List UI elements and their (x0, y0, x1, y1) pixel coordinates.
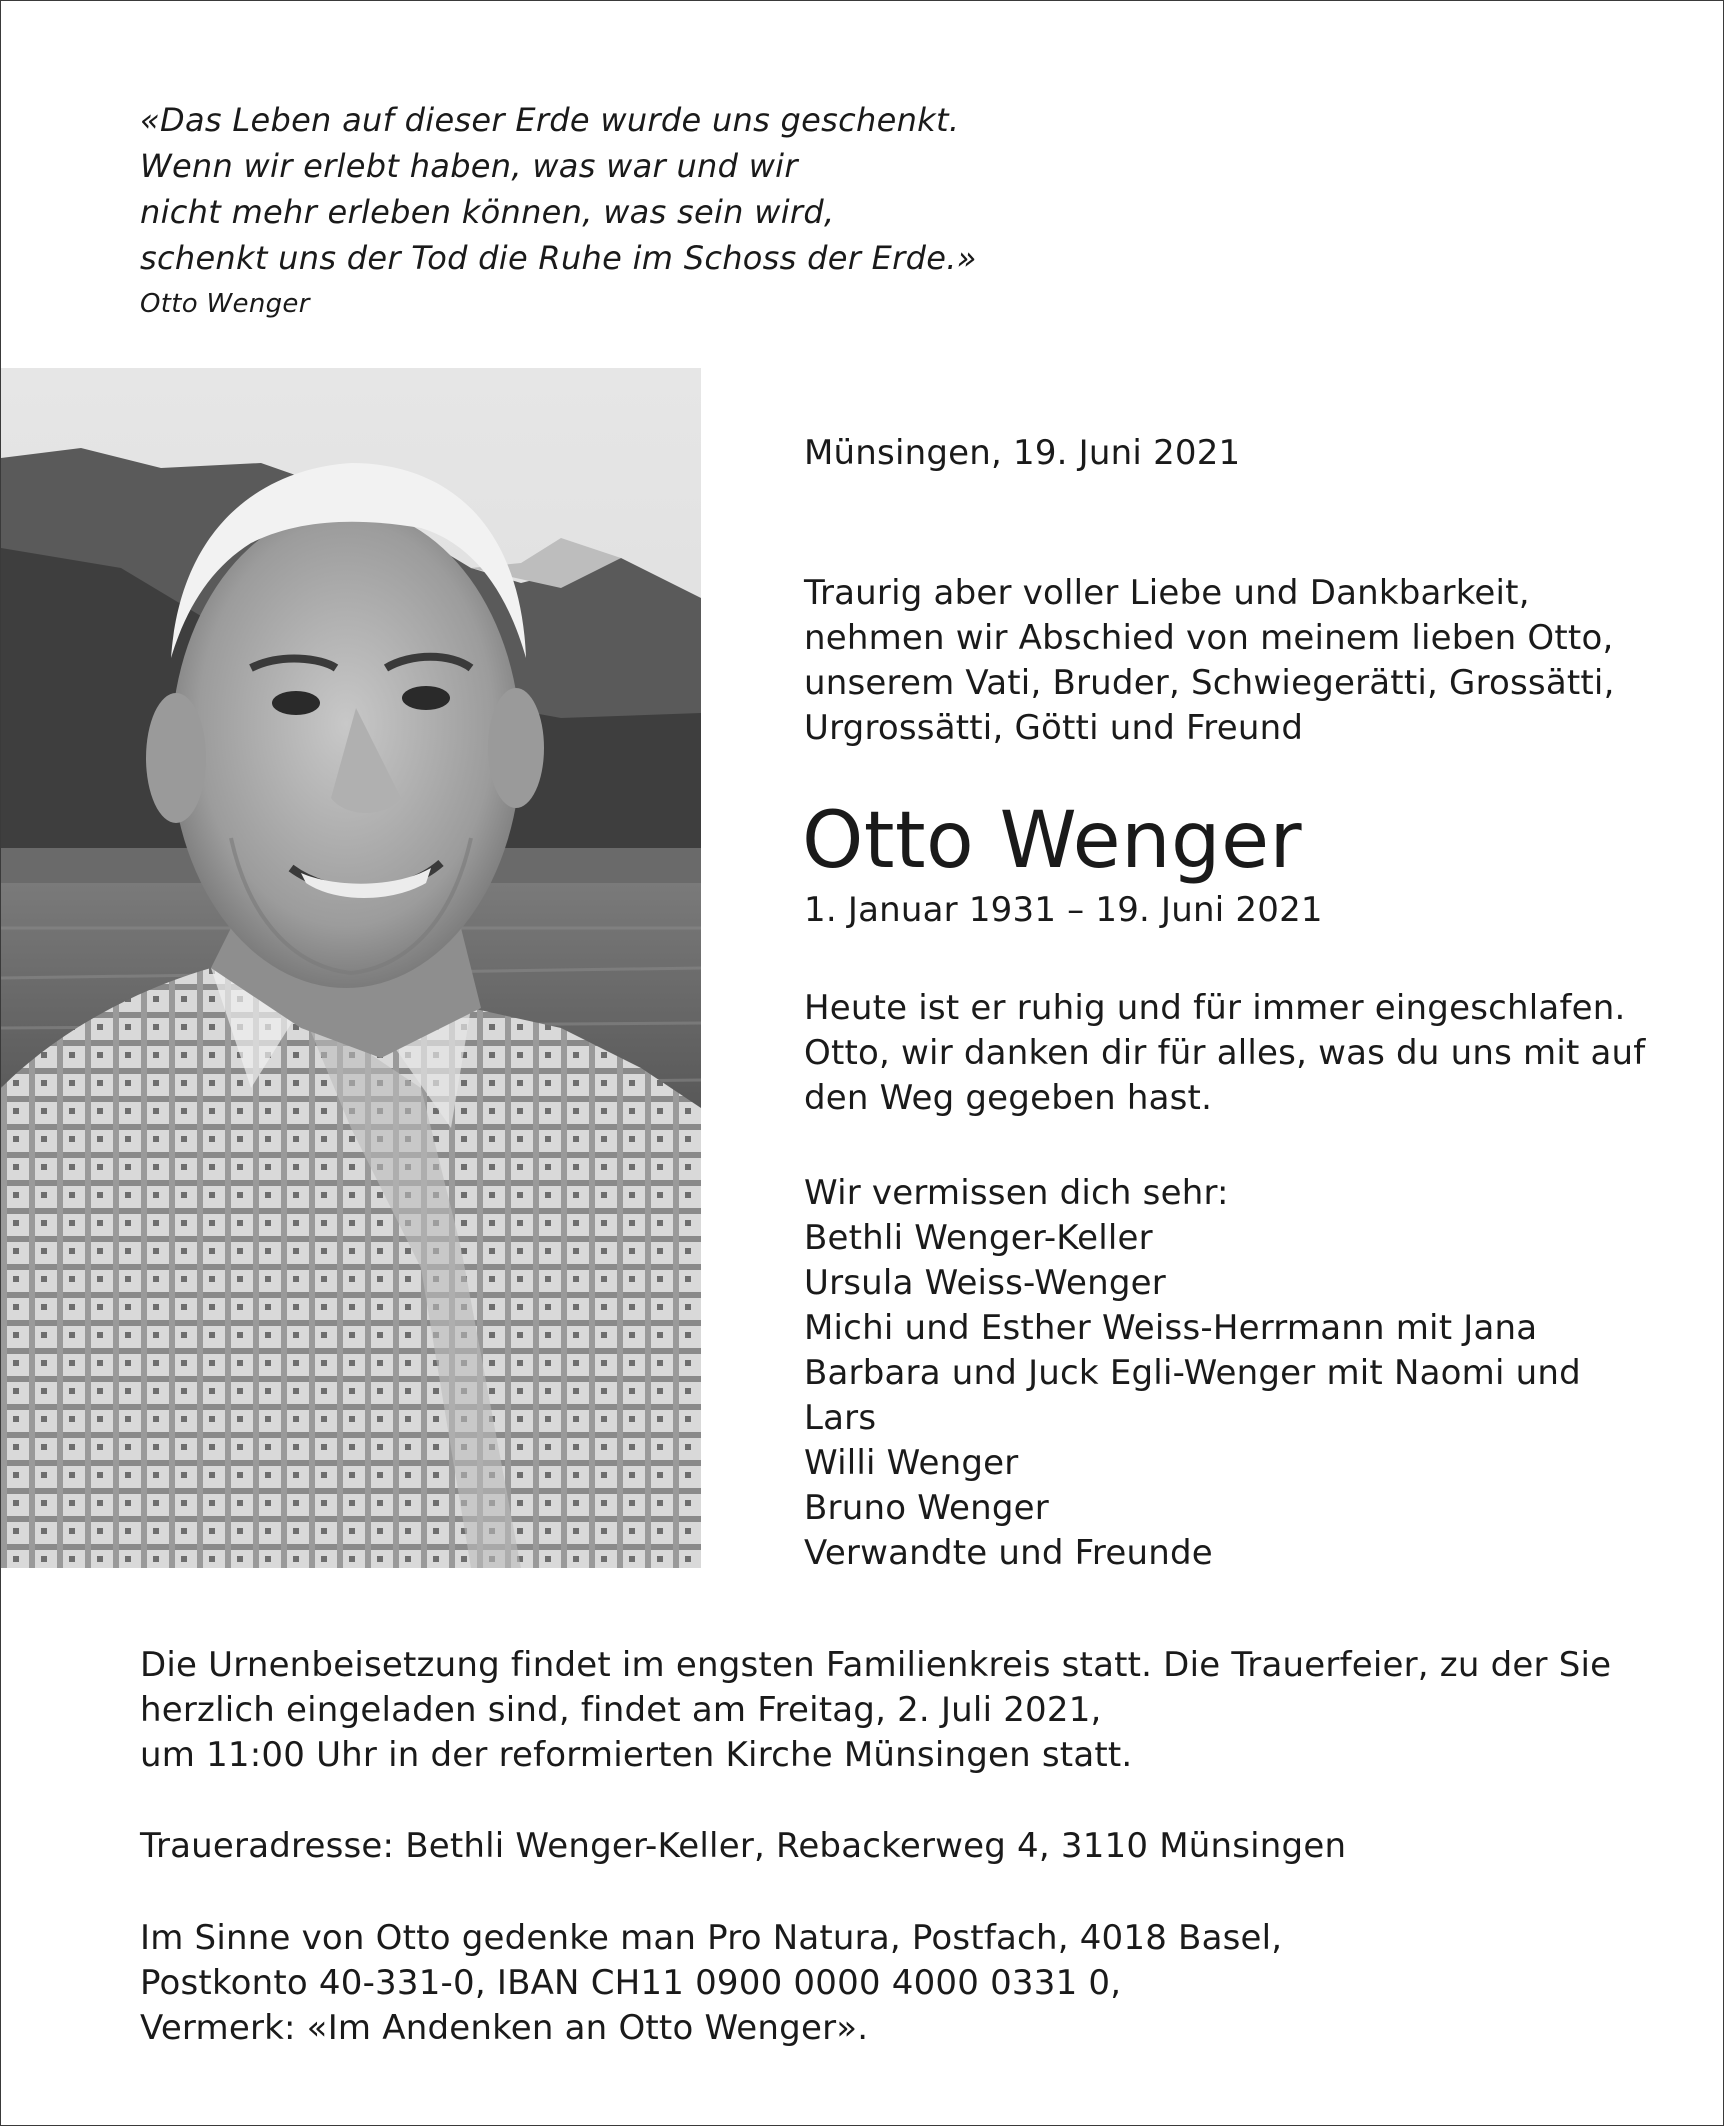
mourner-name: Ursula Weiss-Wenger (804, 1263, 1166, 1303)
deceased-name: Otto Wenger (802, 796, 1303, 886)
quote-line: «Das Leben auf dieser Erde wurde uns geschenkt. (140, 101, 960, 139)
ceremony-line: um 11:00 Uhr in der reformierten Kirche Münsingen statt. (140, 1735, 1133, 1775)
quote-line: nicht mehr erleben können, was sein wird, (140, 193, 835, 231)
closing-line: Heute ist er ruhig und für immer eingeschlafen. (804, 988, 1626, 1028)
intro-line: unserem Vati, Bruder, Schwiegerätti, Grossätti, (804, 663, 1615, 703)
mourner-name: Bethli Wenger-Keller (804, 1218, 1153, 1258)
mourners-heading: Wir vermissen dich sehr: (804, 1173, 1229, 1213)
address-text: Traueradresse: Bethli Wenger-Keller, Rebackerweg 4, 3110 Münsingen (140, 1826, 1347, 1866)
mourners-list (804, 1171, 1684, 1576)
lifespan (804, 888, 1684, 933)
date-place-text: Münsingen, 19. Juni 2021 (804, 433, 1241, 473)
date-place (804, 431, 1684, 476)
quote-author: Otto Wenger (140, 289, 310, 319)
quote-line: schenkt uns der Tod die Ruhe im Schoss der Erde.» (140, 239, 977, 277)
ceremony-line: herzlich eingeladen sind, findet am Freitag, 2. Juli 2021, (140, 1690, 1102, 1730)
mourner-name: Willi Wenger (804, 1443, 1019, 1483)
intro-text (804, 571, 1684, 751)
mourner-name: Barbara und Juck Egli-Wenger mit Naomi und (804, 1353, 1581, 1393)
mourner-name: Verwandte und Freunde (804, 1533, 1213, 1573)
donation-line: Vermerk: «Im Andenken an Otto Wenger». (140, 2008, 869, 2048)
closing-text (804, 986, 1684, 1121)
lifespan-text: 1. Januar 1931 – 19. Juni 2021 (804, 890, 1323, 930)
quote-line: Wenn wir erlebt haben, was war und wir (140, 147, 798, 185)
donation-line: Postkonto 40-331-0, IBAN CH11 0900 0000 4000 0331 0, (140, 1963, 1122, 2003)
mourner-name: Michi und Esther Weiss-Herrmann mit Jana (804, 1308, 1538, 1348)
donation-line: Im Sinne von Otto gedenke man Pro Natura, Postfach, 4018 Basel, (140, 1918, 1283, 1958)
portrait-photo (1, 368, 701, 1568)
closing-line: den Weg gegeben hast. (804, 1078, 1213, 1118)
mourner-name: Bruno Wenger (804, 1488, 1049, 1528)
donation-info (140, 1916, 1660, 2051)
intro-line: Traurig aber voller Liebe und Dankbarkeit, (804, 573, 1530, 613)
mourner-name: Lars (804, 1398, 877, 1438)
quote-block (140, 97, 1240, 321)
closing-line: Otto, wir danken dir für alles, was du uns mit auf (804, 1033, 1646, 1073)
ceremony-info (140, 1643, 1660, 1778)
intro-line: nehmen wir Abschied von meinem lieben Otto, (804, 618, 1614, 658)
mourning-address (140, 1824, 1660, 1869)
intro-line: Urgrossätti, Götti und Freund (804, 708, 1304, 748)
ceremony-line: Die Urnenbeisetzung findet im engsten Familienkreis statt. Die Trauerfeier, zu der Sie (140, 1645, 1612, 1685)
